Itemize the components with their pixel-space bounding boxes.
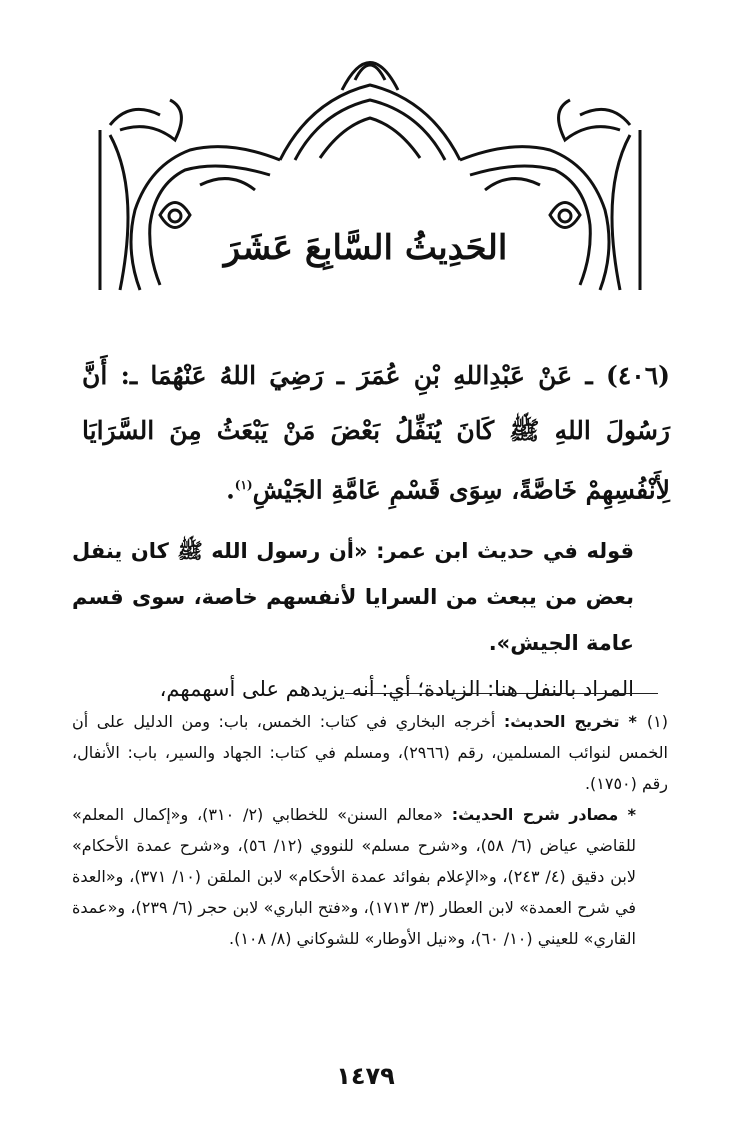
takhrij-text: أخرجه البخاري في كتاب: الخمس، باب: ومن الدليل على أن الخمس لنوائب المسلمين، رقم (٢٩٦٦)، ومسلم في كتاب: الجهاد والسير، باب: الأنفال، رقم (١٧٥٠). bbox=[72, 712, 668, 793]
footnotes bbox=[72, 706, 668, 954]
footnote-ref: (١) bbox=[234, 478, 253, 492]
hadith-end: . bbox=[226, 475, 235, 505]
footnote-divider bbox=[345, 693, 658, 694]
page-number: ١٤٧٩ bbox=[336, 1062, 395, 1090]
sources-label: * مصادر شرح الحديث: bbox=[451, 805, 637, 824]
commentary-lead: قوله في حديث ابن عمر: «أن رسول الله ﷺ كان ينفل بعض من يبعث من السرايا لأنفسهم خاصة، سوى قسم عامة الجيش». bbox=[72, 539, 634, 655]
hadith-text-block bbox=[82, 348, 670, 517]
footnote-number: (١) bbox=[646, 712, 668, 731]
takhrij-label: * تخريج الحديث: bbox=[503, 712, 637, 731]
commentary-body: المراد بالنفل هنا: الزيادة؛ أي: أنه يزيدهم على أسهمهم، bbox=[159, 677, 634, 701]
sources-text: «معالم السنن» للخطابي (٢/ ٣١٠)، و«إكمال المعلم» للقاضي عياض (٦/ ٥٨)، و«شرح مسلم» للنووي (١٢/ ٥٦)، و«شرح عمدة الأحكام» لابن دقيق (٤/ ٢٤٣)، و«الإعلام بفوائد عمدة الأحكام» لابن الملقن (١٠/ ٣٧١)، و«العدة في شرح العمدة» لابن العطار (٣/ ١٧١٣)، و«فتح الباري» لابن حجر (٦/ ٢٣٩)، و«عمدة القاري» للعيني (١٠/ ٦٠)، و«نيل الأوطار» للشوكاني (٨/ ١٠٨). bbox=[72, 805, 637, 948]
hadith-heading: الحَدِيثُ السَّابِعَ عَشَرَ bbox=[223, 228, 508, 268]
hadith-text: (٤٠٦) ـ عَنْ عَبْدِاللهِ بْنِ عُمَرَ ـ رَضِيَ اللهُ عَنْهُمَا ـ: أَنَّ رَسُولَ اللهِ ﷺ كَانَ يُنَفِّلُ بَعْضَ مَنْ يَبْعَثُ مِنَ السَّرَايَا لِأَنْفُسِهِمْ خَاصَّةً، سِوَى قَسْمِ عَامَّةِ الجَيْشِ bbox=[82, 361, 670, 505]
commentary-block bbox=[72, 528, 668, 712]
